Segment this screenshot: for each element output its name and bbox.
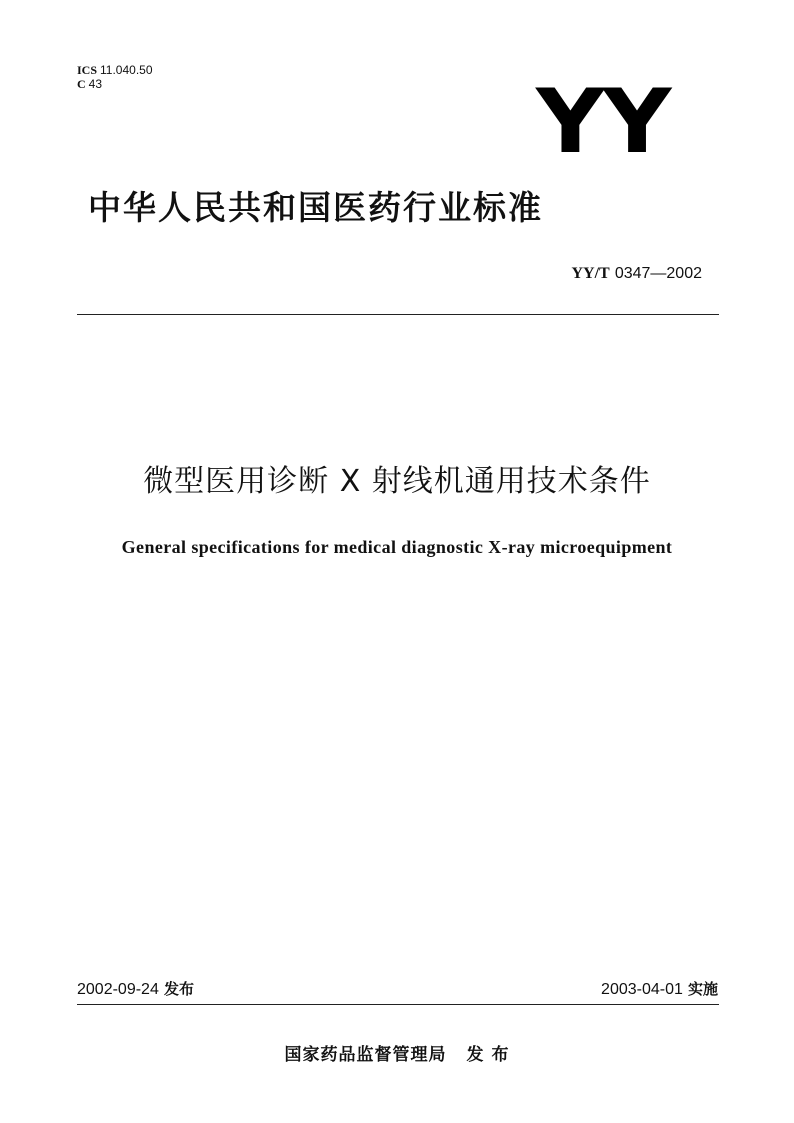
publisher bbox=[0, 1043, 794, 1067]
ccs-code: 43 bbox=[88, 77, 103, 91]
publisher-action: 发 布 bbox=[466, 1045, 510, 1065]
org-title: 中华人民共和国医药行业标准 bbox=[88, 188, 543, 227]
footer-divider bbox=[77, 1004, 719, 1005]
implementation-label: 实施 bbox=[687, 980, 718, 998]
standard-number-prefix: YY/T bbox=[571, 265, 610, 282]
implementation-date: 2003-04-01 bbox=[601, 981, 683, 998]
standard-number bbox=[571, 263, 702, 284]
ccs-code-line bbox=[77, 77, 102, 91]
header-divider bbox=[77, 314, 719, 315]
ics-label: ICS bbox=[77, 63, 98, 77]
ics-code-line bbox=[77, 63, 153, 77]
standard-logo: YY bbox=[536, 70, 670, 173]
ccs-label: C bbox=[77, 77, 86, 91]
standard-number-code: 0347—2002 bbox=[614, 265, 702, 282]
publisher-name: 国家药品监督管理局 bbox=[284, 1045, 447, 1065]
document-title-en: General specifications for medical diagnostic X-ray microequipment bbox=[121, 537, 673, 557]
ics-code: 11.040.50 bbox=[100, 63, 153, 77]
document-title-cn: 微型医用诊断 X 射线机通用技术条件 bbox=[143, 464, 651, 499]
issue-date: 2002-09-24 bbox=[77, 981, 159, 998]
issue-date-line bbox=[77, 978, 194, 1001]
implementation-date-line bbox=[601, 978, 718, 1001]
issue-label: 发布 bbox=[163, 980, 194, 998]
